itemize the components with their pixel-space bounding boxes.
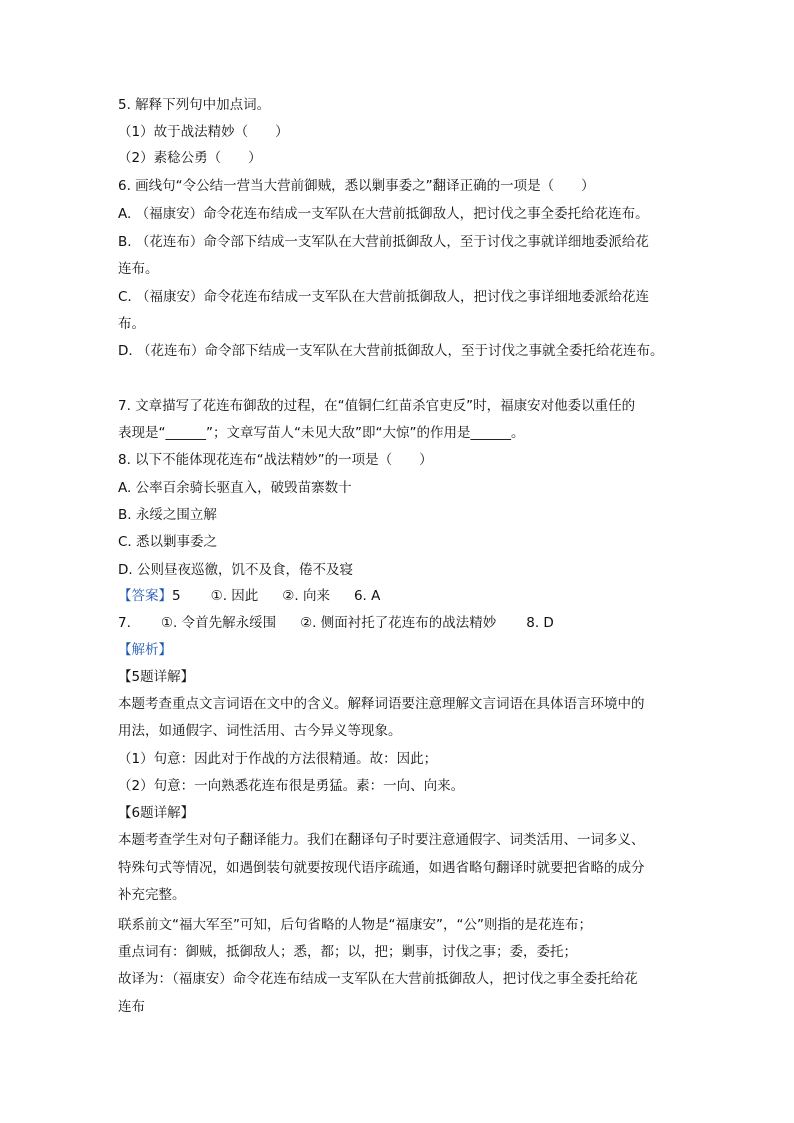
q6-analysis-p4: 联系前文“福大军至”可知，后句省略的人物是“福康安”，“公”则指的是花连布； — [118, 917, 592, 933]
q6-analysis-p6: 故译为：（福康安）命令花连布结成一支军队在大营前抵御敌人，把讨伐之事全委托给花 — [118, 971, 638, 987]
q8-title: 8. 以下不能体现花连布“战法精妙”的一项是（ ） — [118, 452, 433, 468]
answer-line-2 — [118, 613, 554, 633]
analysis-label: 【解析】 — [118, 642, 172, 658]
q6-option-b-line1: B. （花连布）命令部下结成一支军队在大营前抵御敌人，至于讨伐之事就详细地委派给花 — [118, 234, 649, 250]
q6-title: 6. 画线句“令公结一营当大营前御贼，悉以剿事委之”翻译正确的一项是（ ） — [118, 178, 595, 194]
answer-5-1: ①. 因此 — [210, 588, 259, 604]
q8-option-c: C. 悉以剿事委之 — [118, 534, 218, 550]
answer-6: 6. A — [353, 588, 381, 604]
answer-label: 【答案】 — [118, 588, 172, 604]
q5-item-2: （2）素稔公勇（ ） — [118, 150, 262, 166]
q7-line-1: 7. 文章描写了花连布御敌的过程，在“值铜仁红苗杀官吏反”时，福康安对他委以重任的 — [118, 398, 636, 414]
answer-5-2: ②. 向来 — [282, 588, 330, 604]
answer-num-5: 5 — [172, 588, 181, 604]
q8-option-d: D. 公则昼夜巡徼，饥不及食，倦不及寝 — [118, 562, 353, 578]
q6-option-c-line2: 布。 — [118, 316, 145, 332]
q5-analysis-item-2: （2）句意：一向熟悉花连布很是勇猛。素：一向、向来。 — [118, 778, 465, 794]
q6-option-a: A. （福康安）命令花连布结成一支军队在大营前抵御敌人，把讨伐之事全委托给花连布。 — [118, 206, 649, 222]
answer-8: 8. D — [526, 615, 554, 631]
q6-analysis-p3: 补充完整。 — [118, 887, 186, 903]
q6-analysis-p2: 特殊句式等情况，如遇倒装句就要按现代语序疏通，如遇省略句翻译时就要把省略的成分 — [118, 860, 645, 876]
q7-line-2: 表现是“______”；文章写苗人“未见大敌”即“大惊”的作用是______。 — [118, 425, 525, 441]
answer-7-1: ①. 令首先解永绥围 — [160, 615, 277, 631]
q8-option-a: A. 公率百余骑长驱直入，破毁苗寨数十 — [118, 480, 352, 496]
answer-line-1 — [118, 586, 380, 606]
q5-item-1: （1）故于战法精妙（ ） — [118, 124, 289, 140]
answer-7-2: ②. 侧面衬托了花连布的战法精妙 — [300, 615, 497, 631]
q6-analysis-p1: 本题考查学生对句子翻译能力。我们在翻译句子时要注意通假字、词类活用、一词多义、 — [118, 832, 645, 848]
q5-analysis-heading: 【5题详解】 — [118, 669, 195, 685]
q8-option-b: B. 永绥之围立解 — [118, 507, 217, 523]
q5-title: 5. 解释下列句中加点词。 — [118, 97, 271, 113]
q5-analysis-item-1: （1）句意：因此对于作战的方法很精通。故：因此； — [118, 751, 438, 767]
q6-analysis-heading: 【6题详解】 — [118, 805, 195, 821]
answer-num-7: 7. — [118, 615, 131, 631]
q6-analysis-p7: 连布 — [118, 999, 145, 1015]
q6-option-d: D. （花连布）命令部下结成一支军队在大营前抵御敌人，至于讨伐之事就全委托给花连布。 — [118, 343, 664, 359]
q6-option-c-line1: C. （福康安）命令花连布结成一支军队在大营前抵御敌人，把讨伐之事详细地委派给花连 — [118, 289, 650, 305]
q5-analysis-p1: 本题考查重点文言词语在文中的含义。解释词语要注意理解文言词语在具体语言环境中的 — [118, 696, 645, 712]
q6-option-b-line2: 连布。 — [118, 261, 159, 277]
q6-analysis-p5: 重点词有：御贼，抵御敌人；悉，都；以，把；剿事，讨伐之事；委，委托； — [118, 944, 577, 960]
q5-analysis-p2: 用法，如通假字、词性活用、古今异义等现象。 — [118, 723, 402, 739]
